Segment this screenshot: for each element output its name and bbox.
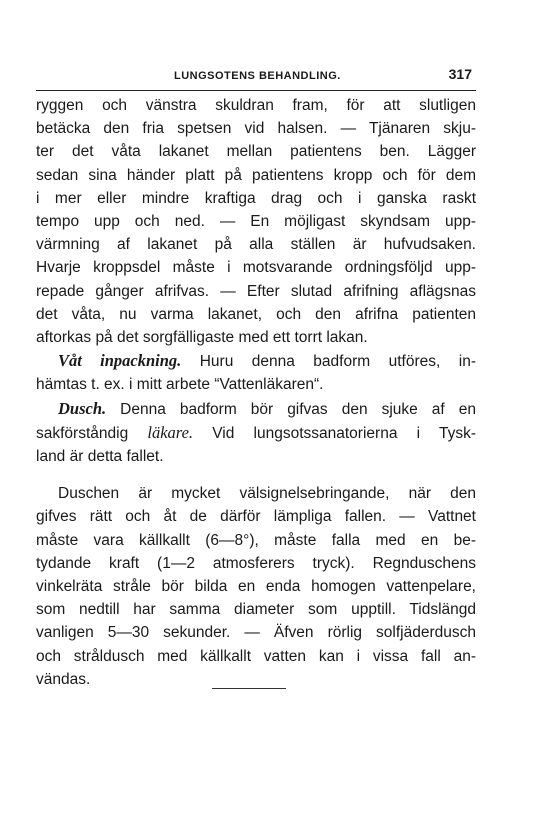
text-run: Denna badform bör gifvas den sjuke af en	[106, 400, 476, 418]
section-heading-vat-inpackning: Våt inpackning.	[58, 351, 182, 371]
text-line: aftorkas på det sorgfälligaste med ett torrt lakan.	[36, 329, 368, 347]
text-line: tempo upp och ned. — En möjligast skyndsam upp-	[36, 213, 476, 231]
text-line: sedan sina händer platt på patientens kropp och för dem	[36, 166, 476, 184]
text-line: Hvarje kroppsdel måste i motsvarande ordningsföljd upp-	[36, 259, 476, 277]
text-line: tydande kraft (1—2 atmosferers tryck). Regnduschens	[36, 554, 476, 572]
running-head	[36, 60, 476, 90]
text-line: vanligen 5—30 sekunder. — Äfven rörlig solfjäderdusch	[36, 624, 476, 642]
paragraph-duschen	[36, 482, 476, 691]
text-line: land är detta fallet.	[36, 448, 164, 466]
text-line: betäcka den fria spetsen vid halsen. — Tjänaren skju-	[36, 120, 476, 138]
text-line: gifves rätt och åt de därför lämpliga fallen. — Vattnet	[36, 508, 476, 526]
text-line	[36, 349, 476, 373]
page-number: 317	[448, 66, 472, 82]
text-run: Vid lungsotssanatorierna i Tysk-	[193, 424, 476, 442]
text-run: Huru denna badform utföres, in-	[181, 353, 476, 371]
text-line: vinkelräta stråle bör bilda en enda homogen vattenpelare,	[36, 578, 476, 596]
body-text	[36, 94, 476, 691]
text-line: måste vara källkallt (6—8°), måste falla med en be-	[36, 531, 476, 549]
paragraph-continuation	[36, 94, 476, 349]
text-line: värmning af lakanet på alla ställen är hufvudsaken.	[36, 236, 476, 254]
text-line	[36, 397, 476, 421]
text-line	[36, 421, 476, 445]
text-line: och stråldusch med källkallt vatten kan i vissa fall an-	[36, 647, 476, 665]
paragraph-gap	[36, 468, 476, 482]
running-title: LUNGSOTENS BEHANDLING.	[174, 70, 341, 82]
section-heading-dusch: Dusch.	[58, 398, 107, 418]
text-line: repade gånger afrifvas. — Efter slutad afrifning aflägsnas	[36, 282, 476, 300]
text-line: ter det våta lakanet mellan patientens ben. Lägger	[36, 143, 476, 161]
paragraph-dusch	[36, 397, 476, 469]
text-line: vändas.	[36, 670, 91, 688]
text-line: ryggen och vänstra skuldran fram, för att slutligen	[36, 97, 476, 114]
end-rule	[212, 688, 286, 689]
text-line: hämtas t. ex. i mitt arbete “Vattenläkaren“.	[36, 376, 324, 394]
header-rule	[36, 90, 476, 91]
text-run: sakförståndig	[36, 424, 148, 442]
text-line: i mer eller mindre kraftiga drag och i ganska raskt	[36, 189, 476, 207]
text-line: det våta, nu varma lakanet, och den afrifna patienten	[36, 305, 476, 323]
text-line: Duschen är mycket välsignelsebringande, när den	[58, 485, 476, 503]
paragraph-vat-inpackning	[36, 349, 476, 396]
text-line: som nedtill har samma diameter som upptill. Tidslängd	[36, 601, 476, 619]
emphasis-lakare: läkare.	[147, 422, 194, 442]
